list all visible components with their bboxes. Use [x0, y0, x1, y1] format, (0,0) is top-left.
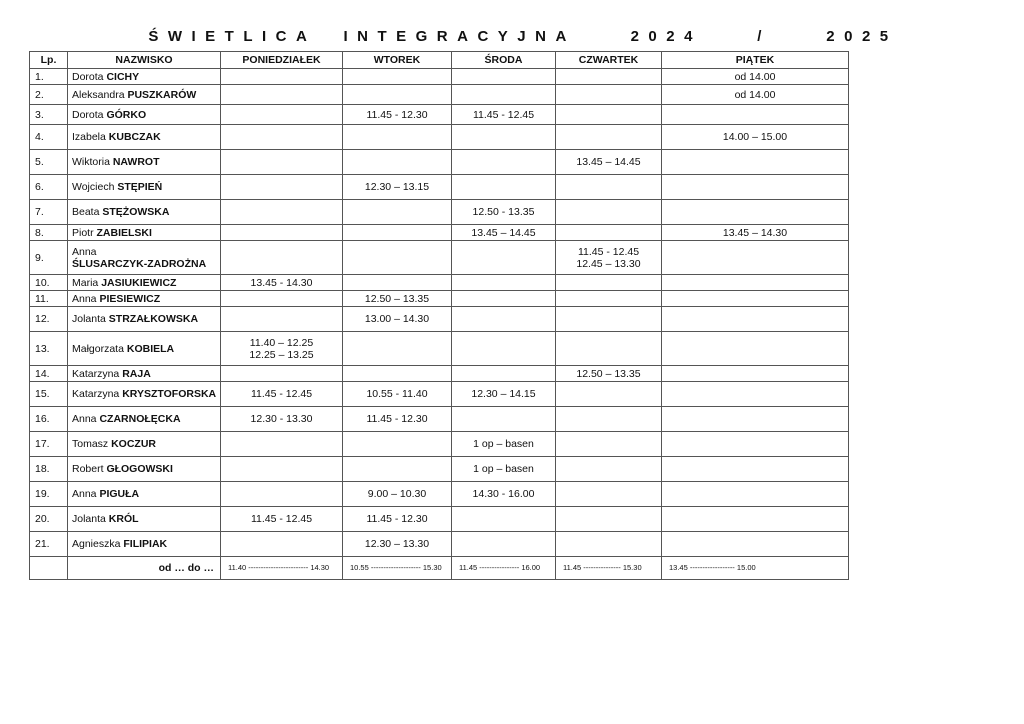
time-slot: 11.45 - 12.45 — [250, 388, 313, 400]
time-slot: 13.45 – 14.30 — [722, 226, 788, 239]
teacher-name — [68, 275, 221, 291]
time-slot: 12.50 - 13.35 — [472, 206, 535, 218]
first-name: Agnieszka — [72, 538, 124, 550]
tuesday-cell — [343, 382, 452, 407]
teacher-name — [68, 332, 221, 366]
last-name: GŁOGOWSKI — [106, 463, 173, 475]
first-name: Wojciech — [72, 181, 118, 193]
time-slot: od 14.00 — [734, 70, 776, 83]
friday-cell — [662, 85, 849, 105]
row-number: 21. — [30, 532, 68, 557]
wednesday-cell — [452, 457, 556, 482]
wednesday-cell — [452, 69, 556, 85]
monday-cell — [221, 307, 343, 332]
tuesday-cell — [343, 532, 452, 557]
table-row — [30, 407, 849, 432]
time-slot: 12.30 – 14.15 — [471, 388, 536, 400]
first-name: Piotr — [72, 226, 97, 239]
time-slot: 14.30 - 16.00 — [472, 488, 535, 500]
first-name: Izabela — [72, 131, 109, 143]
friday-cell — [662, 150, 849, 175]
row-number: 20. — [30, 507, 68, 532]
time-slot: 11.45 - 12.30 — [366, 413, 428, 425]
teacher-name — [68, 366, 221, 382]
friday-cell — [662, 532, 849, 557]
teacher-name — [68, 407, 221, 432]
tuesday-cell — [343, 200, 452, 225]
row-number: 12. — [30, 307, 68, 332]
wednesday-cell — [452, 125, 556, 150]
table-row — [30, 307, 849, 332]
table-row — [30, 225, 849, 241]
friday-cell — [662, 241, 849, 275]
last-name: CICHY — [106, 70, 140, 83]
summary-monday: 11.40 ------------------------ 14.30 — [221, 557, 343, 580]
table-row — [30, 175, 849, 200]
table-row — [30, 241, 849, 275]
teacher-name — [68, 532, 221, 557]
tuesday-cell — [343, 105, 452, 125]
last-name: ZABIELSKI — [96, 226, 152, 239]
thursday-cell — [556, 332, 662, 366]
friday-cell — [662, 332, 849, 366]
time-slot: 1 op – basen — [473, 463, 534, 475]
thursday-cell — [556, 150, 662, 175]
time-slot: 13.45 - 14.30 — [250, 276, 313, 289]
monday-cell — [221, 150, 343, 175]
friday-cell — [662, 175, 849, 200]
row-number: 16. — [30, 407, 68, 432]
first-name: Robert — [72, 463, 107, 475]
last-name: JASIUKIEWICZ — [101, 276, 177, 289]
header-piatek: PIĄTEK — [662, 52, 849, 69]
teacher-name — [68, 307, 221, 332]
wednesday-cell — [452, 407, 556, 432]
time-slot: 12.45 – 13.30 — [576, 257, 641, 270]
monday-cell — [221, 241, 343, 275]
teacher-name — [68, 225, 221, 241]
table-row — [30, 125, 849, 150]
table-row — [30, 432, 849, 457]
wednesday-cell — [452, 507, 556, 532]
wednesday-cell — [452, 382, 556, 407]
tuesday-cell — [343, 150, 452, 175]
time-slot: 1 op – basen — [473, 438, 534, 450]
friday-cell — [662, 366, 849, 382]
time-slot: 11.40 – 12.25 — [249, 336, 314, 349]
thursday-cell — [556, 532, 662, 557]
friday-cell — [662, 407, 849, 432]
thursday-cell — [556, 125, 662, 150]
tuesday-cell — [343, 125, 452, 150]
teacher-name — [68, 105, 221, 125]
row-number: 18. — [30, 457, 68, 482]
schedule-body — [30, 69, 849, 557]
monday-cell — [221, 432, 343, 457]
time-slot: 12.30 - 13.30 — [250, 413, 313, 425]
summary-tuesday: 10.55 -------------------- 15.30 — [343, 557, 452, 580]
wednesday-cell — [452, 332, 556, 366]
wednesday-cell — [452, 307, 556, 332]
row-number: 6. — [30, 175, 68, 200]
first-name: Dorota — [72, 108, 107, 121]
last-name: CZARNOŁĘCKA — [99, 413, 181, 425]
time-slot: 11.45 - 12.45 — [472, 108, 535, 121]
table-row — [30, 332, 849, 366]
teacher-name — [68, 291, 221, 307]
thursday-cell — [556, 85, 662, 105]
wednesday-cell — [452, 85, 556, 105]
last-name: STĘŻOWSKA — [102, 206, 170, 218]
thursday-cell — [556, 482, 662, 507]
first-name: Dorota — [72, 70, 107, 83]
time-slot: 12.25 – 13.25 — [249, 348, 314, 361]
teacher-name — [68, 382, 221, 407]
row-number: 3. — [30, 105, 68, 125]
wednesday-cell — [452, 291, 556, 307]
friday-cell — [662, 457, 849, 482]
tuesday-cell — [343, 175, 452, 200]
last-name: STĘPIEŃ — [117, 181, 163, 193]
row-number: 13. — [30, 332, 68, 366]
row-number: 10. — [30, 275, 68, 291]
thursday-cell — [556, 507, 662, 532]
row-number: 15. — [30, 382, 68, 407]
wednesday-cell — [452, 532, 556, 557]
thursday-cell — [556, 457, 662, 482]
friday-cell — [662, 482, 849, 507]
teacher-name — [68, 457, 221, 482]
teacher-name — [68, 432, 221, 457]
time-slot: 11.45 - 12.30 — [366, 513, 428, 525]
last-name: PUSZKARÓW — [127, 88, 197, 101]
first-name: Tomasz — [72, 438, 112, 450]
first-name: Anna — [72, 292, 100, 305]
monday-cell — [221, 532, 343, 557]
friday-cell — [662, 307, 849, 332]
row-number: 17. — [30, 432, 68, 457]
first-name: Jolanta — [72, 313, 109, 325]
schedule-table — [29, 51, 849, 580]
friday-cell — [662, 275, 849, 291]
last-name: GÓRKO — [106, 108, 147, 121]
wednesday-cell — [452, 200, 556, 225]
tuesday-cell — [343, 407, 452, 432]
table-row — [30, 366, 849, 382]
first-name: Aleksandra — [72, 88, 128, 101]
wednesday-cell — [452, 105, 556, 125]
summary-thursday: 11.45 --------------- 15.30 — [556, 557, 662, 580]
tuesday-cell — [343, 432, 452, 457]
monday-cell — [221, 457, 343, 482]
monday-cell — [221, 69, 343, 85]
wednesday-cell — [452, 482, 556, 507]
row-number: 9. — [30, 241, 68, 275]
friday-cell — [662, 105, 849, 125]
tuesday-cell — [343, 225, 452, 241]
thursday-cell — [556, 307, 662, 332]
tuesday-cell — [343, 275, 452, 291]
friday-cell — [662, 507, 849, 532]
table-row — [30, 457, 849, 482]
tuesday-cell — [343, 332, 452, 366]
last-name: KRÓL — [108, 513, 139, 525]
header-czwartek: CZWARTEK — [556, 52, 662, 69]
time-slot: 13.45 – 14.45 — [471, 226, 536, 239]
time-slot: 12.50 – 13.35 — [576, 367, 641, 380]
time-slot: 11.45 - 12.45 — [577, 245, 640, 258]
table-row — [30, 275, 849, 291]
monday-cell — [221, 225, 343, 241]
last-name: PIGUŁA — [99, 488, 140, 500]
teacher-name — [68, 507, 221, 532]
first-name: Beata — [72, 206, 103, 218]
last-name: FILIPIAK — [123, 538, 168, 550]
monday-cell — [221, 200, 343, 225]
last-name: KRYSZTOFORSKA — [122, 388, 217, 400]
friday-cell — [662, 382, 849, 407]
friday-cell — [662, 125, 849, 150]
tuesday-cell — [343, 457, 452, 482]
table-row — [30, 291, 849, 307]
thursday-cell — [556, 275, 662, 291]
monday-cell — [221, 291, 343, 307]
teacher-name — [68, 175, 221, 200]
row-number: 5. — [30, 150, 68, 175]
first-name: Małgorzata — [72, 342, 127, 355]
first-name: Maria — [72, 276, 102, 289]
summary-wednesday: 11.45 ---------------- 16.00 — [452, 557, 556, 580]
monday-cell — [221, 105, 343, 125]
first-name: Jolanta — [72, 513, 109, 525]
monday-cell — [221, 275, 343, 291]
friday-cell — [662, 225, 849, 241]
last-name: STRZAŁKOWSKA — [108, 313, 199, 325]
monday-cell — [221, 482, 343, 507]
first-name: Anna — [72, 413, 100, 425]
table-row — [30, 482, 849, 507]
friday-cell — [662, 200, 849, 225]
thursday-cell — [556, 366, 662, 382]
first-name: Anna — [72, 245, 97, 258]
thursday-cell — [556, 225, 662, 241]
thursday-cell — [556, 291, 662, 307]
wednesday-cell — [452, 432, 556, 457]
tuesday-cell — [343, 366, 452, 382]
row-number: 4. — [30, 125, 68, 150]
monday-cell — [221, 332, 343, 366]
last-name: NAWROT — [112, 156, 160, 168]
header-sroda: ŚRODA — [452, 52, 556, 69]
table-row — [30, 85, 849, 105]
wednesday-cell — [452, 150, 556, 175]
last-name: KUBCZAK — [108, 131, 161, 143]
first-name: Katarzyna — [72, 388, 123, 400]
time-slot: 11.45 - 12.45 — [250, 513, 313, 525]
tuesday-cell — [343, 307, 452, 332]
monday-cell — [221, 125, 343, 150]
teacher-name — [68, 241, 221, 275]
row-number: 7. — [30, 200, 68, 225]
time-slot: 10.55 - 11.40 — [366, 388, 428, 400]
thursday-cell — [556, 382, 662, 407]
last-name: KOCZUR — [111, 438, 157, 450]
table-row — [30, 200, 849, 225]
monday-cell — [221, 382, 343, 407]
teacher-name — [68, 200, 221, 225]
header-poniedzialek: PONIEDZIAŁEK — [221, 52, 343, 69]
row-number: 1. — [30, 69, 68, 85]
row-number: 11. — [30, 291, 68, 307]
teacher-name — [68, 69, 221, 85]
header-wtorek: WTOREK — [343, 52, 452, 69]
wednesday-cell — [452, 225, 556, 241]
wednesday-cell — [452, 175, 556, 200]
first-name: Katarzyna — [72, 367, 123, 380]
header-lp: Lp. — [30, 52, 68, 69]
tuesday-cell — [343, 291, 452, 307]
thursday-cell — [556, 69, 662, 85]
row-number: 19. — [30, 482, 68, 507]
first-name: Wiktoria — [72, 156, 113, 168]
monday-cell — [221, 507, 343, 532]
wednesday-cell — [452, 366, 556, 382]
page-title: ŚWIETLICA INTEGRACYJNA 2024 / 2025 — [148, 28, 898, 45]
summary-friday: 13.45 ------------------ 15.00 — [662, 557, 849, 580]
tuesday-cell — [343, 69, 452, 85]
monday-cell — [221, 407, 343, 432]
monday-cell — [221, 85, 343, 105]
friday-cell — [662, 432, 849, 457]
last-name: PIESIEWICZ — [99, 292, 161, 305]
thursday-cell — [556, 241, 662, 275]
time-slot: 14.00 – 15.00 — [722, 131, 788, 143]
tuesday-cell — [343, 241, 452, 275]
teacher-name — [68, 85, 221, 105]
time-slot: od 14.00 — [734, 88, 776, 101]
time-slot: 12.30 – 13.15 — [364, 181, 430, 193]
wednesday-cell — [452, 241, 556, 275]
monday-cell — [221, 366, 343, 382]
wednesday-cell — [452, 275, 556, 291]
header-nazwisko: NAZWISKO — [68, 52, 221, 69]
first-name: Anna — [72, 488, 100, 500]
last-name: ŚLUSARCZYK-ZADROŻNA — [72, 257, 207, 270]
tuesday-cell — [343, 482, 452, 507]
table-row — [30, 150, 849, 175]
last-name: RAJA — [122, 367, 151, 380]
row-number: 2. — [30, 85, 68, 105]
time-slot: 11.45 - 12.30 — [366, 108, 428, 121]
header-row — [30, 52, 849, 69]
friday-cell — [662, 69, 849, 85]
last-name: KOBIELA — [126, 342, 175, 355]
time-slot: 12.50 – 13.35 — [364, 292, 430, 305]
table-row — [30, 69, 849, 85]
row-number: 8. — [30, 225, 68, 241]
row-number: 14. — [30, 366, 68, 382]
thursday-cell — [556, 407, 662, 432]
table-row — [30, 382, 849, 407]
tuesday-cell — [343, 85, 452, 105]
time-slot: 13.00 – 14.30 — [364, 313, 430, 325]
table-row — [30, 532, 849, 557]
thursday-cell — [556, 105, 662, 125]
teacher-name — [68, 125, 221, 150]
thursday-cell — [556, 175, 662, 200]
friday-cell — [662, 291, 849, 307]
summary-row — [30, 557, 849, 580]
summary-label: od … do … — [68, 557, 221, 580]
thursday-cell — [556, 432, 662, 457]
time-slot: 12.30 – 13.30 — [364, 538, 430, 550]
time-slot: 13.45 – 14.45 — [576, 156, 641, 168]
table-row — [30, 507, 849, 532]
table-row — [30, 105, 849, 125]
monday-cell — [221, 175, 343, 200]
thursday-cell — [556, 200, 662, 225]
time-slot: 9.00 – 10.30 — [367, 488, 427, 500]
summary-empty-cell — [30, 557, 68, 580]
teacher-name — [68, 150, 221, 175]
teacher-name — [68, 482, 221, 507]
tuesday-cell — [343, 507, 452, 532]
